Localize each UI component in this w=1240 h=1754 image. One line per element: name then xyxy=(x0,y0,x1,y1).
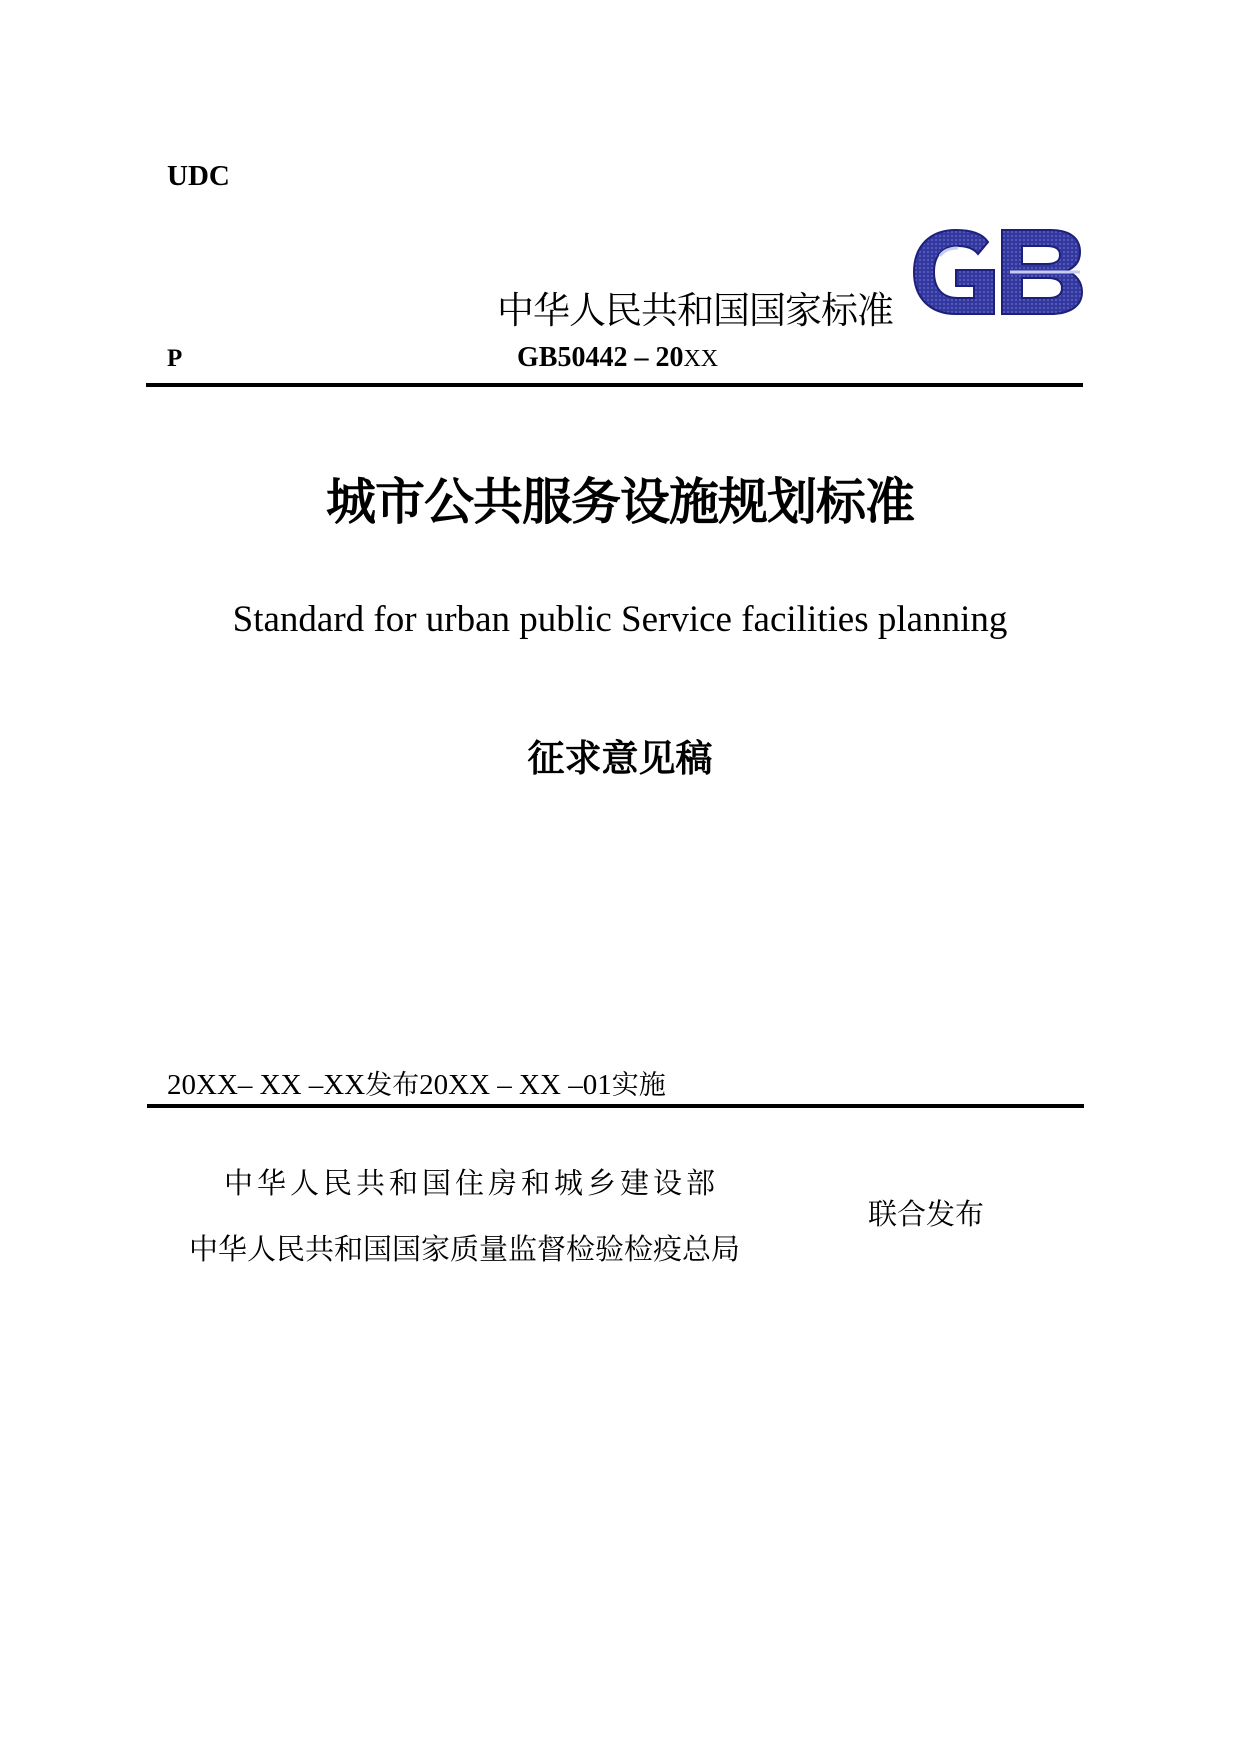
publisher-quality-administration: 中华人民共和国国家质量监督检验检疫总局 xyxy=(189,1232,741,1266)
top-divider xyxy=(146,383,1083,387)
bottom-divider xyxy=(147,1104,1084,1108)
date-line xyxy=(167,1063,666,1102)
national-standard-label: 中华人民共和国国家标准 xyxy=(497,289,893,332)
classification-code: P xyxy=(167,345,183,372)
effective-date: 20XX – XX –01 xyxy=(419,1069,612,1101)
chinese-title: 城市公共服务设施规划标准 xyxy=(326,473,914,531)
joint-publish-label: 联合发布 xyxy=(868,1197,985,1231)
standard-year: XX xyxy=(683,346,719,372)
standard-number xyxy=(517,342,718,374)
udc-label: UDC xyxy=(167,160,230,192)
draft-status: 征求意见稿 xyxy=(527,736,713,780)
publisher-housing-ministry: 中华人民共和国住房和城乡建设部 xyxy=(224,1166,720,1200)
standard-number-main: GB50442 – 20 xyxy=(517,342,684,373)
issue-label: 发布 xyxy=(365,1070,420,1101)
gb-logo-icon xyxy=(910,226,1085,318)
gb-logo xyxy=(910,226,1085,318)
issue-date: 20XX– XX –XX xyxy=(167,1069,366,1101)
english-title: Standard for urban public Service facilities planning xyxy=(232,599,1008,640)
effective-label: 实施 xyxy=(611,1070,666,1101)
